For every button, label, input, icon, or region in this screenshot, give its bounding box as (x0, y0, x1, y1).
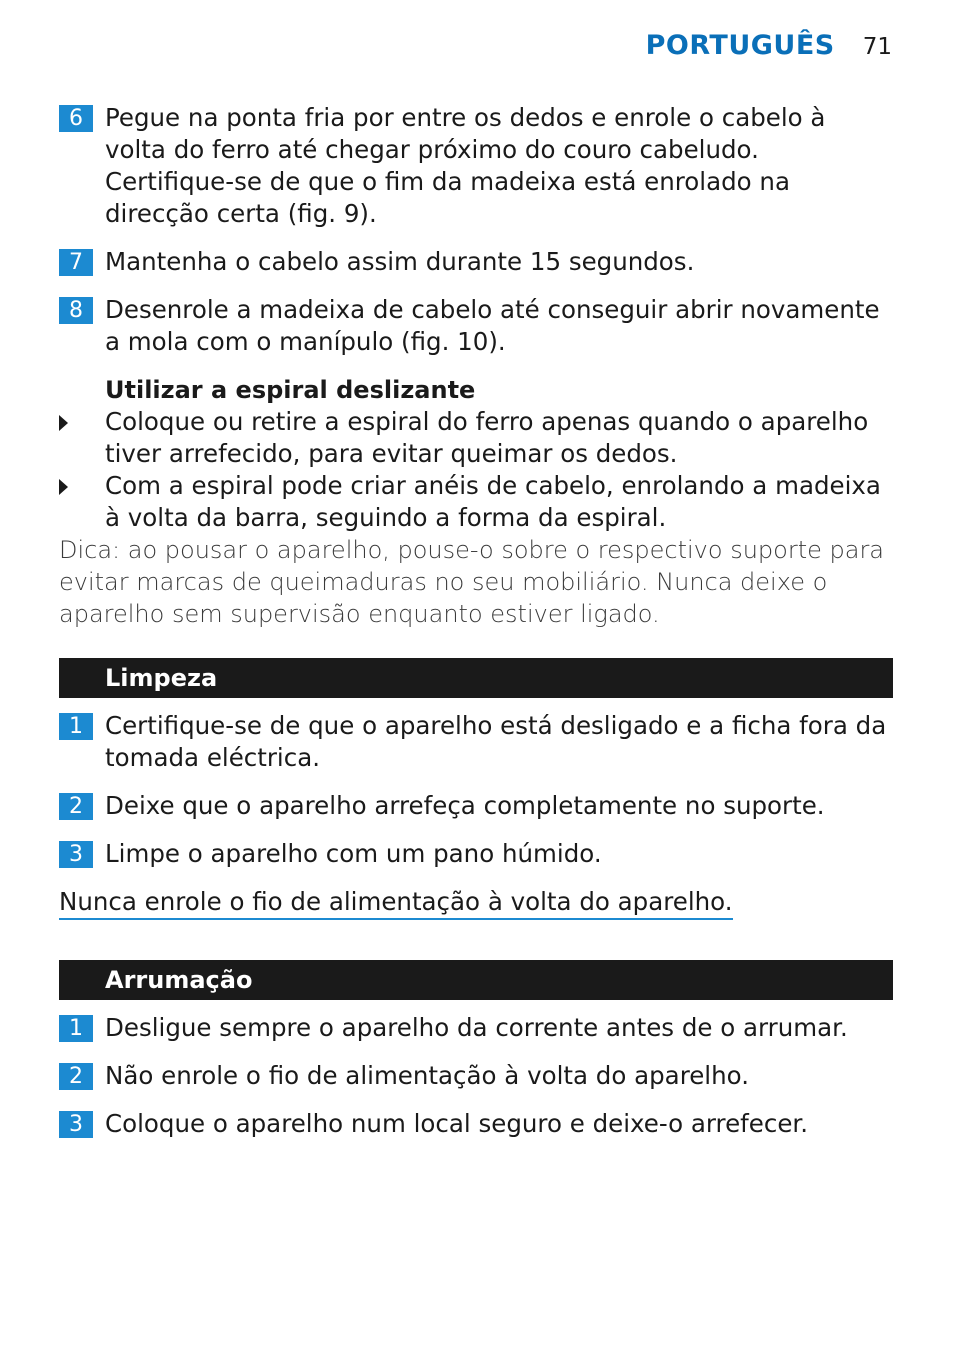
section-bar-storage: Arrumação (59, 960, 893, 1000)
bullet-arrow-icon (59, 479, 68, 495)
step-number-badge: 2 (59, 793, 93, 820)
step-8 (59, 294, 893, 358)
step-text: Desligue sempre o aparelho da corrente antes de o arrumar. (105, 1013, 848, 1042)
storage-step-1 (59, 1012, 893, 1044)
step-text: Desenrole a madeixa de cabelo até conseguir abrir novamente a mola com o manípulo (fig. 10). (105, 295, 880, 356)
step-number-badge: 1 (59, 1015, 93, 1042)
step-number-badge: 3 (59, 1111, 93, 1138)
bullet-text: Coloque ou retire a espiral do ferro apenas quando o aparelho tiver arrefecido, para evitar queimar os dedos. (105, 407, 869, 468)
bullet-text: Com a espiral pode criar anéis de cabelo, enrolando a madeixa à volta da barra, seguindo a forma da espiral. (105, 471, 881, 532)
spiral-bullet-2 (59, 470, 893, 534)
tip-text: Dica: ao pousar o aparelho, pouse-o sobre o respectivo suporte para evitar marcas de queimaduras no seu mobiliário. Nunca deixe o aparelho sem supervisão enquanto estiver ligado. (59, 536, 885, 628)
step-number-badge: 8 (59, 297, 93, 324)
warning-wrapper (59, 886, 893, 920)
page-number: 71 (862, 34, 892, 60)
step-number-badge: 2 (59, 1063, 93, 1090)
step-text: Deixe que o aparelho arrefeça completamente no suporte. (105, 791, 825, 820)
step-number-badge: 7 (59, 249, 93, 276)
step-number-badge: 6 (59, 105, 93, 132)
spiral-bullet-1 (59, 406, 893, 470)
page-header (646, 30, 892, 61)
cleaning-step-3 (59, 838, 893, 870)
bullet-arrow-icon (59, 415, 68, 431)
step-number-badge: 3 (59, 841, 93, 868)
step-text: Não enrole o fio de alimentação à volta do aparelho. (105, 1061, 749, 1090)
page-content (59, 102, 893, 1156)
storage-step-3 (59, 1108, 893, 1140)
step-number-badge: 1 (59, 713, 93, 740)
step-text: Limpe o aparelho com um pano húmido. (105, 839, 602, 868)
spiral-heading: Utilizar a espiral deslizante (105, 376, 476, 404)
storage-step-2 (59, 1060, 893, 1092)
step-6 (59, 102, 893, 230)
step-text: Mantenha o cabelo assim durante 15 segundos. (105, 247, 695, 276)
cleaning-step-2 (59, 790, 893, 822)
cleaning-step-1 (59, 710, 893, 774)
step-text: Pegue na ponta fria por entre os dedos e enrole o cabelo à volta do ferro até chegar próximo do couro cabeludo. Certifique-se de que o fim da madeixa está enrolado na direcção certa (fig. 9). (105, 103, 826, 228)
language-label: PORTUGUÊS (645, 30, 835, 61)
section-bar-cleaning: Limpeza (59, 658, 893, 698)
cleaning-warning: Nunca enrole o fio de alimentação à volta do aparelho. (59, 886, 733, 920)
step-text: Coloque o aparelho num local seguro e deixe-o arrefecer. (105, 1109, 809, 1138)
step-7 (59, 246, 893, 278)
step-text: Certifique-se de que o aparelho está desligado e a ficha fora da tomada eléctrica. (105, 711, 887, 772)
